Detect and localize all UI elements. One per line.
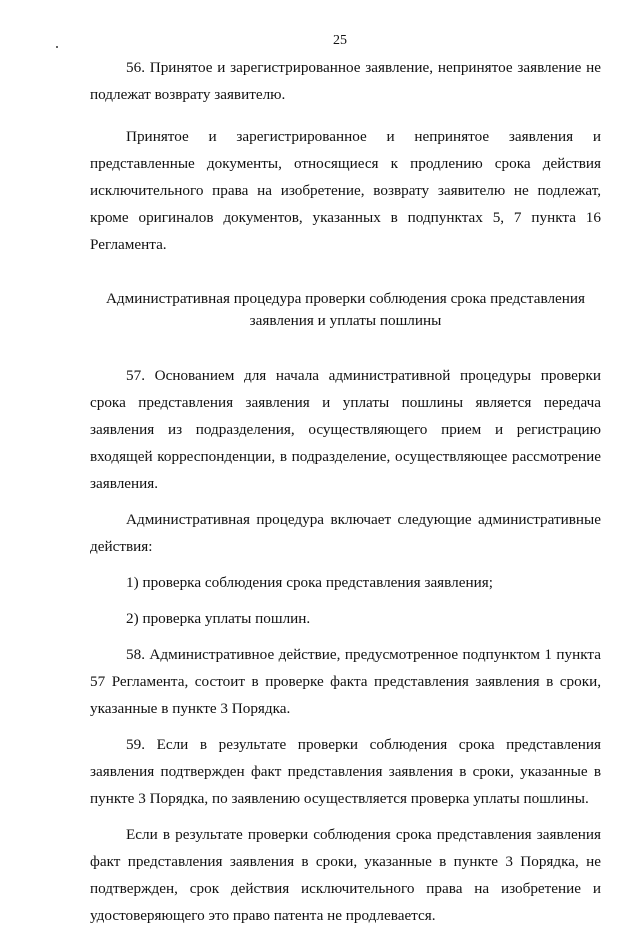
paragraph-56-continued: Принятое и зарегистрированное и непринятое заявления и представленные документы, относящиеся к продлению срока действия исключительного права на изобретение, возврату заявителю не подлежат, кроме оригиналов документов, указанных в подпунктах 5, 7 пункта 16 Регламента. [90, 128, 601, 253]
section-heading: Административная процедура проверки соблюдения срока представления заявления и уплаты пошлины [105, 290, 586, 329]
list-item-2: 2) проверка уплаты пошлин. [126, 610, 311, 627]
paragraph-58: 58. Административное действие, предусмотренное подпунктом 1 пункта 57 Регламента, состоит в проверке факта представления заявления в сроки, указанные в пункте 3 Порядка. [90, 646, 601, 717]
paragraph-59-continued: Если в результате проверки соблюдения срока представления заявления факт представления заявления в сроки, указанные в пункте 3 Порядка, не подтвержден, срок действия исключительного права на изобретение и удостоверяющего это право патента не продлевается. [90, 826, 601, 924]
document-body [90, 54, 601, 929]
paragraph-56: 56. Принятое и зарегистрированное заявление, непринятое заявление не подлежат возврату заявителю. [90, 59, 601, 103]
list-item-1: 1) проверка соблюдения срока представления заявления; [126, 574, 493, 591]
paragraph-57: 57. Основанием для начала административной процедуры проверки срока представления заявления и уплаты пошлины является передача заявления из подразделения, осуществляющего прием и регистрацию входящей корреспонденции, в подразделение, осуществляющее рассмотрение заявления. [90, 367, 601, 492]
paragraph-59: 59. Если в результате проверки соблюдения срока представления заявления подтвержден факт представления заявления в сроки, указанные в пункте 3 Порядка, по заявлению осуществляется проверка уплаты пошлины. [90, 736, 601, 807]
paragraph-procedure-actions: Административная процедура включает следующие административные действия: [90, 511, 601, 555]
page-number: 25 [333, 33, 347, 48]
